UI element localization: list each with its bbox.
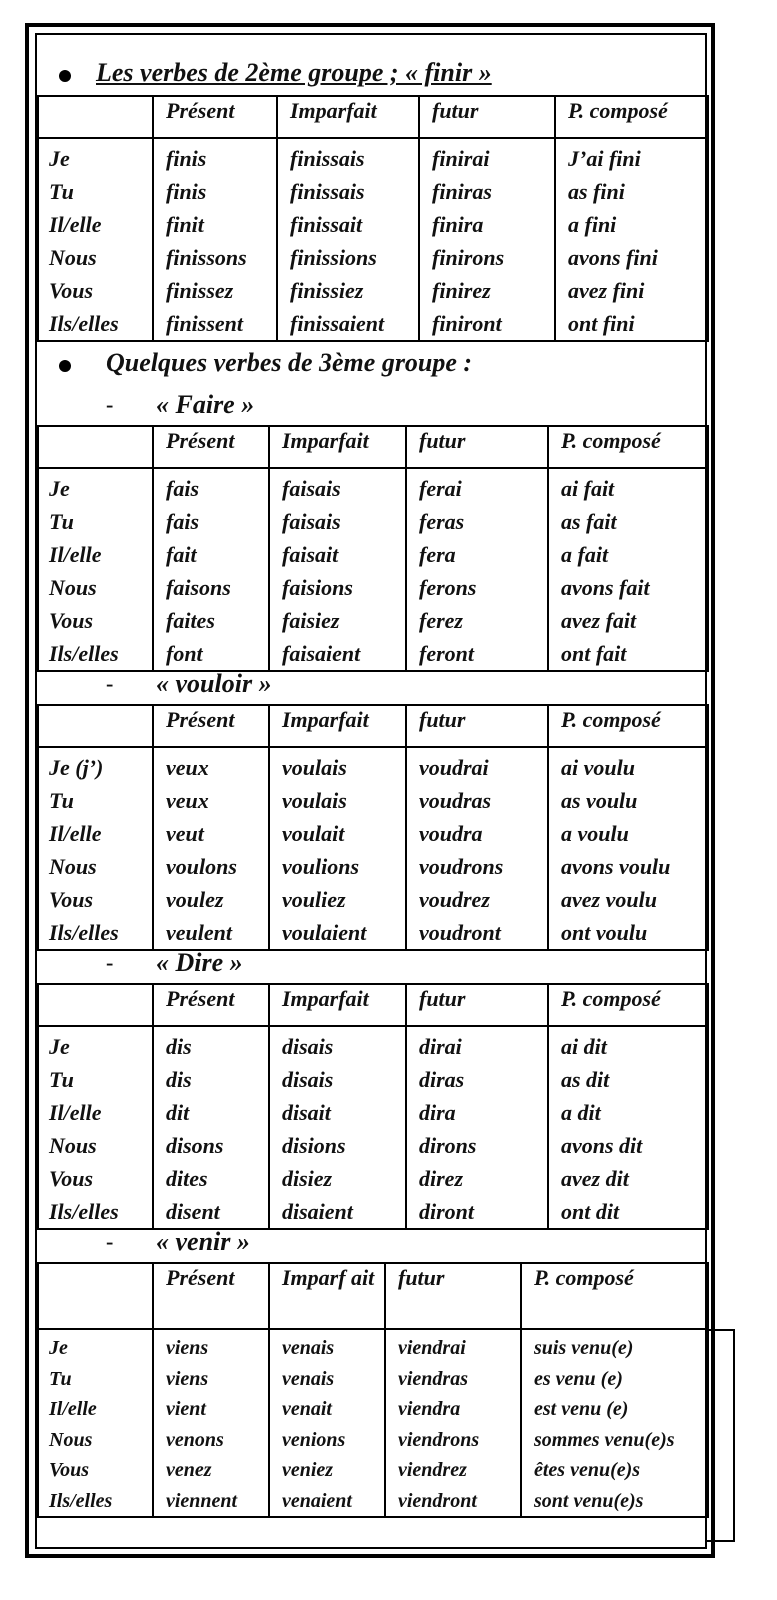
pronoun-cell: Tu xyxy=(38,1063,153,1096)
pronoun-cell: Ils/elles xyxy=(38,637,153,671)
table-row xyxy=(38,1026,708,1063)
pronoun-cell: Tu xyxy=(38,1364,153,1395)
table-row xyxy=(38,138,708,175)
conjugation-cell: est venu (e) xyxy=(521,1394,708,1425)
pronoun-cell: Je (j’) xyxy=(38,747,153,784)
column-header: Imparf ait xyxy=(269,1263,385,1329)
table-row xyxy=(38,637,708,671)
pronoun-cell: Tu xyxy=(38,784,153,817)
pronoun-cell: Je xyxy=(38,1329,153,1364)
column-header: Imparfait xyxy=(269,705,406,747)
column-header: futur xyxy=(385,1263,521,1329)
conjugation-cell: finissent xyxy=(153,307,277,341)
pronoun-cell: Tu xyxy=(38,505,153,538)
dash-faire: - xyxy=(106,392,114,417)
table-faire xyxy=(37,425,709,672)
conjugation-cell: as dit xyxy=(548,1063,708,1096)
conjugation-cell: fais xyxy=(153,468,269,505)
conjugation-cell: finissais xyxy=(277,175,419,208)
conjugation-cell: avez fait xyxy=(548,604,708,637)
heading-faire: « Faire » xyxy=(156,390,255,419)
table-row xyxy=(38,571,708,604)
conjugation-cell: voulions xyxy=(269,850,406,883)
table-row xyxy=(38,274,708,307)
conjugation-cell: faisiez xyxy=(269,604,406,637)
column-header: Présent xyxy=(153,705,269,747)
conjugation-cell: disais xyxy=(269,1063,406,1096)
conjugation-cell: faisaient xyxy=(269,637,406,671)
pronoun-cell: Ils/elles xyxy=(38,916,153,950)
conjugation-cell: as voulu xyxy=(548,784,708,817)
header-cell-empty xyxy=(38,96,153,138)
conjugation-cell: sommes venu(e)s xyxy=(521,1425,708,1456)
conjugation-cell: ai voulu xyxy=(548,747,708,784)
table-row xyxy=(38,538,708,571)
header-cell-empty xyxy=(38,426,153,468)
pronoun-cell: Vous xyxy=(38,1162,153,1195)
table-row xyxy=(38,883,708,916)
conjugation-cell: avons fait xyxy=(548,571,708,604)
table-row xyxy=(38,1329,708,1364)
pronoun-cell: Vous xyxy=(38,604,153,637)
conjugation-cell: a voulu xyxy=(548,817,708,850)
conjugation-cell: vient xyxy=(153,1394,269,1425)
conjugation-cell: finirai xyxy=(419,138,555,175)
conjugation-cell: avez dit xyxy=(548,1162,708,1195)
pronoun-cell: Tu xyxy=(38,175,153,208)
heading-dire: « Dire » xyxy=(156,948,243,977)
conjugation-cell: finirons xyxy=(419,241,555,274)
conjugation-cell: faisait xyxy=(269,538,406,571)
conjugation-cell: finirez xyxy=(419,274,555,307)
conjugation-cell: faisais xyxy=(269,505,406,538)
column-header: Présent xyxy=(153,426,269,468)
conjugation-cell: font xyxy=(153,637,269,671)
conjugation-cell: ai dit xyxy=(548,1026,708,1063)
column-header: P. composé xyxy=(548,984,708,1026)
column-header: futur xyxy=(406,984,548,1026)
conjugation-cell: ont dit xyxy=(548,1195,708,1229)
table-row xyxy=(38,916,708,950)
conjugation-cell: dis xyxy=(153,1026,269,1063)
pronoun-cell: Vous xyxy=(38,883,153,916)
conjugation-cell: avons voulu xyxy=(548,850,708,883)
conjugation-cell: finira xyxy=(419,208,555,241)
header-cell-empty xyxy=(38,984,153,1026)
conjugation-cell: viendras xyxy=(385,1364,521,1395)
conjugation-cell: as fini xyxy=(555,175,708,208)
table-row xyxy=(38,208,708,241)
column-header: futur xyxy=(406,426,548,468)
table-row xyxy=(38,307,708,341)
column-header: P. composé xyxy=(521,1263,708,1329)
conjugation-cell: fait xyxy=(153,538,269,571)
table-venir-overflow-border-top xyxy=(707,1329,735,1331)
pronoun-cell: Il/elle xyxy=(38,208,153,241)
header-cell-empty xyxy=(38,1263,153,1329)
conjugation-cell: faisions xyxy=(269,571,406,604)
conjugation-cell: voudrons xyxy=(406,850,548,883)
conjugation-cell: disent xyxy=(153,1195,269,1229)
conjugation-cell: ont fait xyxy=(548,637,708,671)
conjugation-cell: veux xyxy=(153,784,269,817)
conjugation-cell: diras xyxy=(406,1063,548,1096)
pronoun-cell: Il/elle xyxy=(38,1394,153,1425)
conjugation-cell: direz xyxy=(406,1162,548,1195)
column-header: Présent xyxy=(153,984,269,1026)
conjugation-cell: voulaient xyxy=(269,916,406,950)
conjugation-cell: es venu (e) xyxy=(521,1364,708,1395)
pronoun-cell: Je xyxy=(38,1026,153,1063)
conjugation-cell: sont venu(e)s xyxy=(521,1486,708,1518)
table-row xyxy=(38,1425,708,1456)
conjugation-cell: viendront xyxy=(385,1486,521,1518)
pronoun-cell: Ils/elles xyxy=(38,1195,153,1229)
conjugation-cell: finiras xyxy=(419,175,555,208)
conjugation-cell: disais xyxy=(269,1026,406,1063)
pronoun-cell: Nous xyxy=(38,241,153,274)
table-finir xyxy=(37,95,709,342)
table-row xyxy=(38,1129,708,1162)
table-row xyxy=(38,1063,708,1096)
table-venir xyxy=(37,1262,709,1518)
conjugation-cell: dirai xyxy=(406,1026,548,1063)
conjugation-cell: voudras xyxy=(406,784,548,817)
conjugation-cell: voulais xyxy=(269,747,406,784)
table-vouloir xyxy=(37,704,709,951)
dash-vouloir: - xyxy=(106,671,114,696)
conjugation-cell: faites xyxy=(153,604,269,637)
table-row xyxy=(38,241,708,274)
pronoun-cell: Je xyxy=(38,468,153,505)
conjugation-cell: as fait xyxy=(548,505,708,538)
column-header: futur xyxy=(406,705,548,747)
table-row xyxy=(38,850,708,883)
table-row xyxy=(38,1195,708,1229)
conjugation-cell: avons dit xyxy=(548,1129,708,1162)
conjugation-cell: venaient xyxy=(269,1486,385,1518)
conjugation-cell: finissiez xyxy=(277,274,419,307)
conjugation-cell: voudra xyxy=(406,817,548,850)
pronoun-cell: Nous xyxy=(38,571,153,604)
conjugation-cell: faisons xyxy=(153,571,269,604)
conjugation-cell: voudront xyxy=(406,916,548,950)
pronoun-cell: Je xyxy=(38,138,153,175)
conjugation-cell: J’ai fini xyxy=(555,138,708,175)
conjugation-cell: venait xyxy=(269,1394,385,1425)
conjugation-cell: voulons xyxy=(153,850,269,883)
column-header: Présent xyxy=(153,96,277,138)
pronoun-cell: Nous xyxy=(38,850,153,883)
conjugation-cell: voudrez xyxy=(406,883,548,916)
conjugation-cell: finissions xyxy=(277,241,419,274)
dash-venir: - xyxy=(106,1229,114,1254)
conjugation-cell: veut xyxy=(153,817,269,850)
conjugation-cell: finis xyxy=(153,138,277,175)
heading-venir: « venir » xyxy=(156,1227,250,1256)
conjugation-cell: vouliez xyxy=(269,883,406,916)
header-row xyxy=(38,96,708,138)
conjugation-cell: fera xyxy=(406,538,548,571)
table-row xyxy=(38,1486,708,1518)
conjugation-cell: venions xyxy=(269,1425,385,1456)
conjugation-cell: disiez xyxy=(269,1162,406,1195)
column-header: P. composé xyxy=(548,426,708,468)
conjugation-cell: viendrez xyxy=(385,1455,521,1486)
conjugation-cell: avez fini xyxy=(555,274,708,307)
conjugation-cell: venons xyxy=(153,1425,269,1456)
conjugation-cell: ferons xyxy=(406,571,548,604)
conjugation-cell: avons fini xyxy=(555,241,708,274)
conjugation-cell: finissez xyxy=(153,274,277,307)
column-header: futur xyxy=(419,96,555,138)
column-header: Imparfait xyxy=(269,984,406,1026)
heading-finir: Les verbes de 2ème groupe ; « finir » xyxy=(96,58,492,87)
conjugation-cell: finissais xyxy=(277,138,419,175)
conjugation-cell: voulait xyxy=(269,817,406,850)
table-row xyxy=(38,604,708,637)
table-row xyxy=(38,1455,708,1486)
conjugation-cell: ai fait xyxy=(548,468,708,505)
table-row xyxy=(38,1394,708,1425)
conjugation-cell: finiront xyxy=(419,307,555,341)
conjugation-cell: disait xyxy=(269,1096,406,1129)
column-header: P. composé xyxy=(548,705,708,747)
pronoun-cell: Vous xyxy=(38,274,153,307)
conjugation-cell: dirons xyxy=(406,1129,548,1162)
conjugation-cell: a fini xyxy=(555,208,708,241)
conjugation-cell: êtes venu(e)s xyxy=(521,1455,708,1486)
bullet-icon xyxy=(59,70,71,82)
header-row xyxy=(38,984,708,1026)
conjugation-cell: ferai xyxy=(406,468,548,505)
conjugation-cell: a fait xyxy=(548,538,708,571)
table-row xyxy=(38,468,708,505)
conjugation-cell: finis xyxy=(153,175,277,208)
conjugation-cell: dira xyxy=(406,1096,548,1129)
conjugation-cell: voulez xyxy=(153,883,269,916)
conjugation-cell: viennent xyxy=(153,1486,269,1518)
pronoun-cell: Ils/elles xyxy=(38,307,153,341)
conjugation-cell: diront xyxy=(406,1195,548,1229)
header-cell-empty xyxy=(38,705,153,747)
header-row xyxy=(38,705,708,747)
conjugation-cell: finissons xyxy=(153,241,277,274)
pronoun-cell: Nous xyxy=(38,1425,153,1456)
table-row xyxy=(38,1364,708,1395)
conjugation-cell: veux xyxy=(153,747,269,784)
conjugation-cell: feront xyxy=(406,637,548,671)
table-venir-overflow-border-bottom xyxy=(707,1540,735,1542)
pronoun-cell: Ils/elles xyxy=(38,1486,153,1518)
header-row xyxy=(38,426,708,468)
conjugation-cell: viendra xyxy=(385,1394,521,1425)
conjugation-cell: avez voulu xyxy=(548,883,708,916)
table-dire xyxy=(37,983,709,1230)
conjugation-cell: a dit xyxy=(548,1096,708,1129)
conjugation-cell: voudrai xyxy=(406,747,548,784)
pronoun-cell: Il/elle xyxy=(38,538,153,571)
pronoun-cell: Il/elle xyxy=(38,1096,153,1129)
table-row xyxy=(38,817,708,850)
column-header: P. composé xyxy=(555,96,708,138)
conjugation-cell: viens xyxy=(153,1364,269,1395)
conjugation-cell: ferez xyxy=(406,604,548,637)
pronoun-cell: Vous xyxy=(38,1455,153,1486)
conjugation-cell: faisais xyxy=(269,468,406,505)
conjugation-cell: suis venu(e) xyxy=(521,1329,708,1364)
conjugation-cell: ont fini xyxy=(555,307,708,341)
table-row xyxy=(38,1096,708,1129)
conjugation-cell: ont voulu xyxy=(548,916,708,950)
pronoun-cell: Il/elle xyxy=(38,817,153,850)
conjugation-cell: finit xyxy=(153,208,277,241)
table-row xyxy=(38,784,708,817)
column-header: Présent xyxy=(153,1263,269,1329)
conjugation-cell: dit xyxy=(153,1096,269,1129)
table-row xyxy=(38,505,708,538)
table-row xyxy=(38,1162,708,1195)
header-row xyxy=(38,1263,708,1329)
table-row xyxy=(38,747,708,784)
conjugation-cell: viendrai xyxy=(385,1329,521,1364)
conjugation-cell: disaient xyxy=(269,1195,406,1229)
conjugation-cell: viendrons xyxy=(385,1425,521,1456)
conjugation-cell: fais xyxy=(153,505,269,538)
column-header: Imparfait xyxy=(269,426,406,468)
table-row xyxy=(38,175,708,208)
column-header: Imparfait xyxy=(277,96,419,138)
conjugation-cell: veulent xyxy=(153,916,269,950)
conjugation-cell: voulais xyxy=(269,784,406,817)
conjugation-cell: venez xyxy=(153,1455,269,1486)
conjugation-cell: feras xyxy=(406,505,548,538)
bullet-icon xyxy=(59,360,71,372)
conjugation-cell: venais xyxy=(269,1364,385,1395)
table-venir-overflow-border-right xyxy=(733,1329,735,1542)
conjugation-cell: dites xyxy=(153,1162,269,1195)
dash-dire: - xyxy=(106,950,114,975)
conjugation-cell: venais xyxy=(269,1329,385,1364)
pronoun-cell: Nous xyxy=(38,1129,153,1162)
conjugation-cell: viens xyxy=(153,1329,269,1364)
heading-troisieme-groupe: Quelques verbes de 3ème groupe : xyxy=(106,348,473,377)
heading-vouloir: « vouloir » xyxy=(156,669,272,698)
conjugation-cell: disons xyxy=(153,1129,269,1162)
conjugation-cell: dis xyxy=(153,1063,269,1096)
conjugation-cell: finissait xyxy=(277,208,419,241)
conjugation-cell: veniez xyxy=(269,1455,385,1486)
conjugation-cell: disions xyxy=(269,1129,406,1162)
conjugation-cell: finissaient xyxy=(277,307,419,341)
